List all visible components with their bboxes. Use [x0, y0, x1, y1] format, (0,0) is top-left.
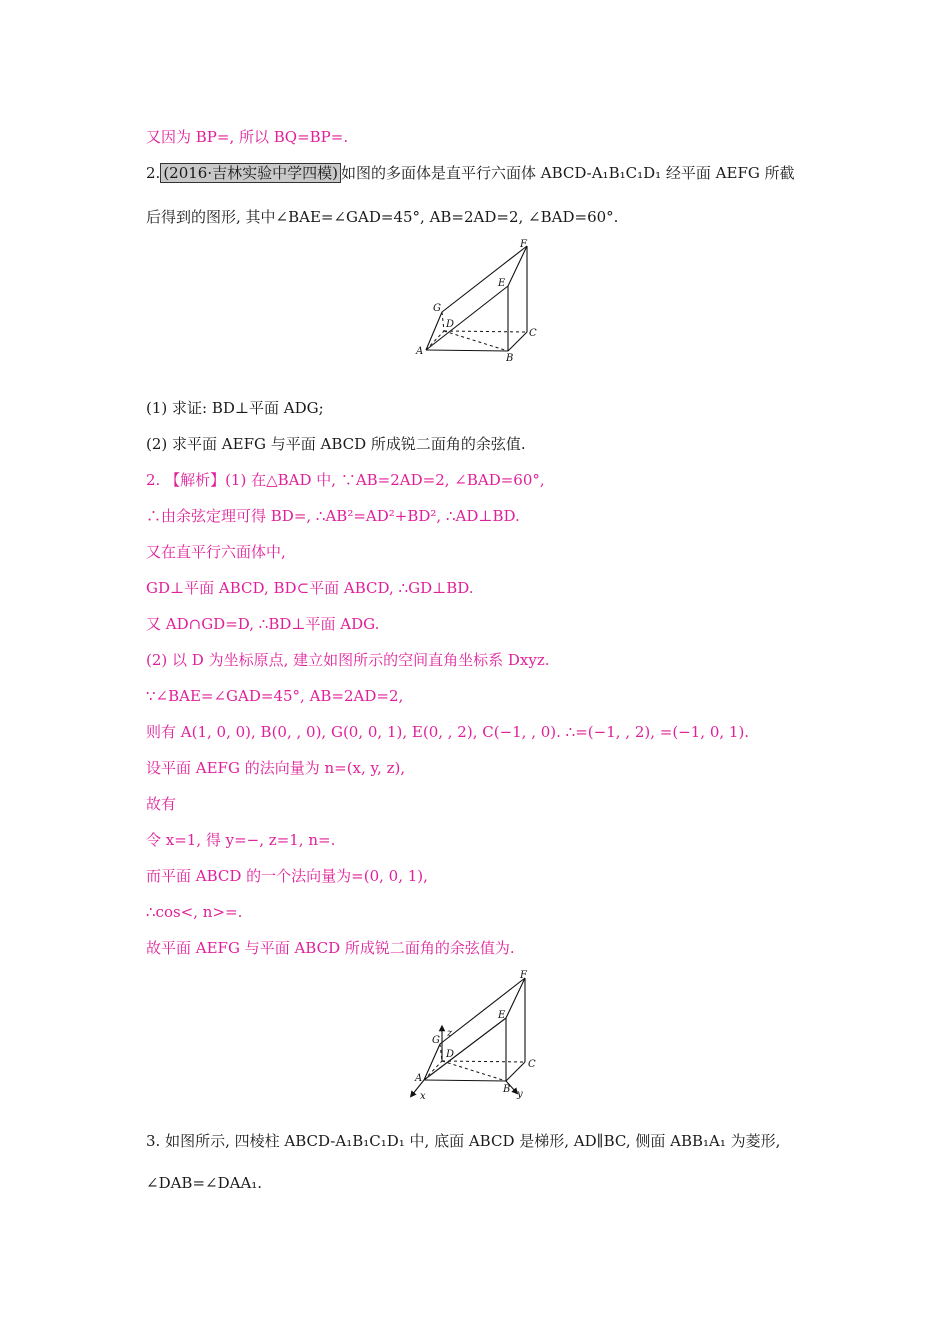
solution-line: 故有 [146, 795, 177, 813]
vertex-label: D [446, 1049, 455, 1060]
vertex-label: G [433, 303, 441, 314]
vertex-label: E [498, 278, 506, 289]
source-tag: (2016·吉林实验中学四模) [160, 163, 341, 183]
solution-line: 而平面 ABCD 的一个法向量为=(0, 0, 1), [146, 867, 428, 885]
problem-number: 2. [146, 164, 161, 182]
problem-3-line: 3. 如图所示, 四棱柱 ABCD-A₁B₁C₁D₁ 中, 底面 ABCD 是梯形, AD∥BC, 侧面 ABB₁A₁ 为菱形, [146, 1132, 781, 1150]
vertex-label: F [520, 970, 527, 981]
problem-statement: 如图的多面体是直平行六面体 ABCD-A₁B₁C₁D₁ 经平面 AEFG 所截 [340, 164, 795, 182]
solution-line: ∴由余弦定理可得 BD=, ∴AB²=AD²+BD², ∴AD⊥BD. [146, 507, 520, 525]
solution-line: 则有 A(1, 0, 0), B(0, , 0), G(0, 0, 1), E(0, , 2), C(−1, , 0). ∴=(−1, , 2), =(−1, 0, 1). [146, 723, 750, 741]
axis-label: y [517, 1089, 523, 1100]
solution-line: 2. 【解析】(1) 在△BAD 中, ∵AB=2AD=2, ∠BAD=60°, [146, 471, 545, 489]
solution-line: ∴cos<, n>=. [146, 903, 243, 921]
solution-line: (2) 以 D 为坐标原点, 建立如图所示的空间直角坐标系 Dxyz. [146, 651, 550, 669]
solution-line: 故平面 AEFG 与平面 ABCD 所成锐二面角的余弦值为. [146, 939, 515, 957]
vertex-label: A [416, 346, 424, 357]
question-1: (1) 求证: BD⊥平面 ADG; [146, 399, 324, 417]
text-line: 又因为 BP=, 所以 BQ=BP=. [146, 128, 349, 146]
problem-2-header [146, 163, 795, 183]
solution-line: 又在直平行六面体中, [146, 543, 286, 561]
solution-line: GD⊥平面 ABCD, BD⊂平面 ABCD, ∴GD⊥BD. [146, 579, 474, 597]
vertex-label: D [446, 319, 455, 330]
vertex-label: C [529, 328, 537, 339]
text-line: 后得到的图形, 其中∠BAE=∠GAD=45°, AB=2AD=2, ∠BAD=60°. [146, 208, 619, 226]
question-2: (2) 求平面 AEFG 与平面 ABCD 所成锐二面角的余弦值. [146, 435, 526, 453]
vertex-label: F [520, 239, 527, 250]
solution-line: ∵∠BAE=∠GAD=45°, AB=2AD=2, [146, 687, 404, 705]
vertex-label: A [415, 1073, 423, 1084]
solution-line: 又 AD∩GD=D, ∴BD⊥平面 ADG. [146, 615, 380, 633]
solution-line: 令 x=1, 得 y=−, z=1, n=. [146, 831, 336, 849]
problem-3-line: ∠DAB=∠DAA₁. [146, 1174, 263, 1192]
figure-polyhedron [414, 238, 544, 363]
vertex-label: B [503, 1084, 511, 1095]
vertex-label: C [528, 1059, 536, 1070]
vertex-label: G [432, 1035, 440, 1046]
vertex-label: E [498, 1010, 506, 1021]
vertex-label: B [506, 353, 514, 363]
axis-label: z [447, 1028, 453, 1039]
axis-label: x [420, 1091, 426, 1102]
solution-line: 设平面 AEFG 的法向量为 n=(x, y, z), [146, 759, 406, 777]
figure-coordinate-system [404, 968, 549, 1103]
